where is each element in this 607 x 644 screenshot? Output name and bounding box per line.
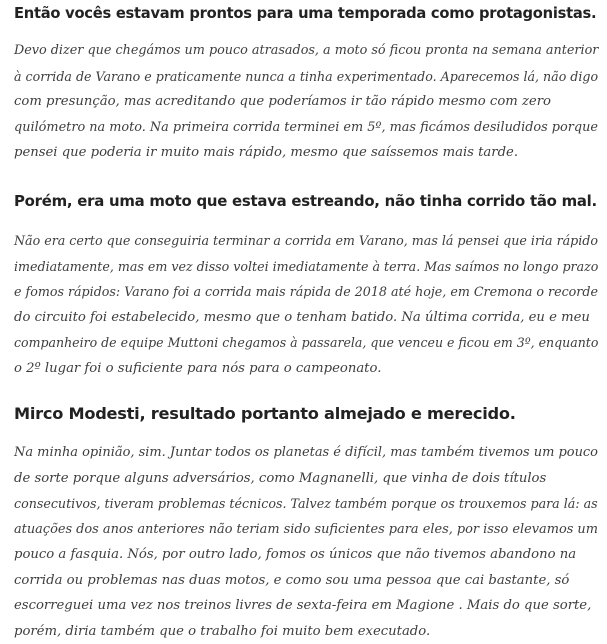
answer-line: Devo dizer que chegámos um pouco atrasados, a moto só ficou pronta na semana anterior	[14, 38, 598, 64]
answer-line: porém, diria também que o trabalho foi muito bem executado.	[14, 619, 598, 644]
answer-line: e fomos rápidos: Varano foi a corrida mais rápida de 2018 até hoje, em Cremona o recorde	[14, 279, 598, 305]
answer-line: corrida ou problemas nas duas motos, e como sou uma pessoa que cai bastante, só	[14, 568, 598, 594]
answer-line: do circuito foi estabelecido, mesmo que o tenham batido. Na última corrida, eu e meu	[14, 305, 598, 331]
answer-line: quilómetro na moto. Na primeira corrida terminei em 5º, mas ficámos desiludidos porque	[14, 115, 598, 141]
answer-line: Na minha opinião, sim. Juntar todos os planetas é difícil, mas também tivemos um pouco	[14, 440, 598, 466]
answer-line: pensei que poderia ir muito mais rápido, mesmo que saíssemos mais tarde.	[14, 140, 598, 166]
answer-line: com presunção, mas acreditando que poderíamos ir tão rápido mesmo com zero	[14, 89, 598, 115]
answer-line: imediatamente, mas em vez disso voltei imediatamente à terra. Mas saímos no longo prazo	[14, 254, 598, 280]
answer-line: Não era certo que conseguiria terminar a corrida em Varano, mas lá pensei que iria rápido	[14, 228, 598, 254]
answer-line: à corrida de Varano e praticamente nunca a tinha experimentado. Aparecemos lá, não digo	[14, 64, 598, 90]
answer-line: escorreguei uma vez nos treinos livres de sexta-feira em Magione . Mais do que sorte,	[14, 593, 598, 619]
question-heading: Mirco Modesti, resultado portanto almejado e merecido.	[14, 403, 516, 425]
answer-line: companheiro de equipe Muttoni chegamos à passarela, que venceu e ficou em 3º, enquanto	[14, 330, 598, 356]
answer-paragraph	[14, 38, 598, 166]
answer-line: de sorte porque alguns adversários, como Magnanelli, que vinha de dois títulos	[14, 466, 598, 492]
question-heading: Porém, era uma moto que estava estreando, não tinha corrido tão mal.	[14, 190, 597, 212]
answer-line: atuações dos anos anteriores não teriam sido suficientes para eles, por isso elevamos um	[14, 517, 598, 543]
answer-paragraph	[14, 440, 598, 644]
answer-line: o 2º lugar foi o suficiente para nós para o campeonato.	[14, 356, 598, 382]
question-heading: Então vocês estavam prontos para uma temporada como protagonistas.	[14, 3, 596, 25]
answer-paragraph	[14, 228, 598, 381]
answer-line: consecutivos, tiveram problemas técnicos. Talvez também porque os trouxemos para lá: as	[14, 491, 598, 517]
answer-line: pouco a fasquia. Nós, por outro lado, fomos os únicos que não tivemos abandono na	[14, 542, 598, 568]
